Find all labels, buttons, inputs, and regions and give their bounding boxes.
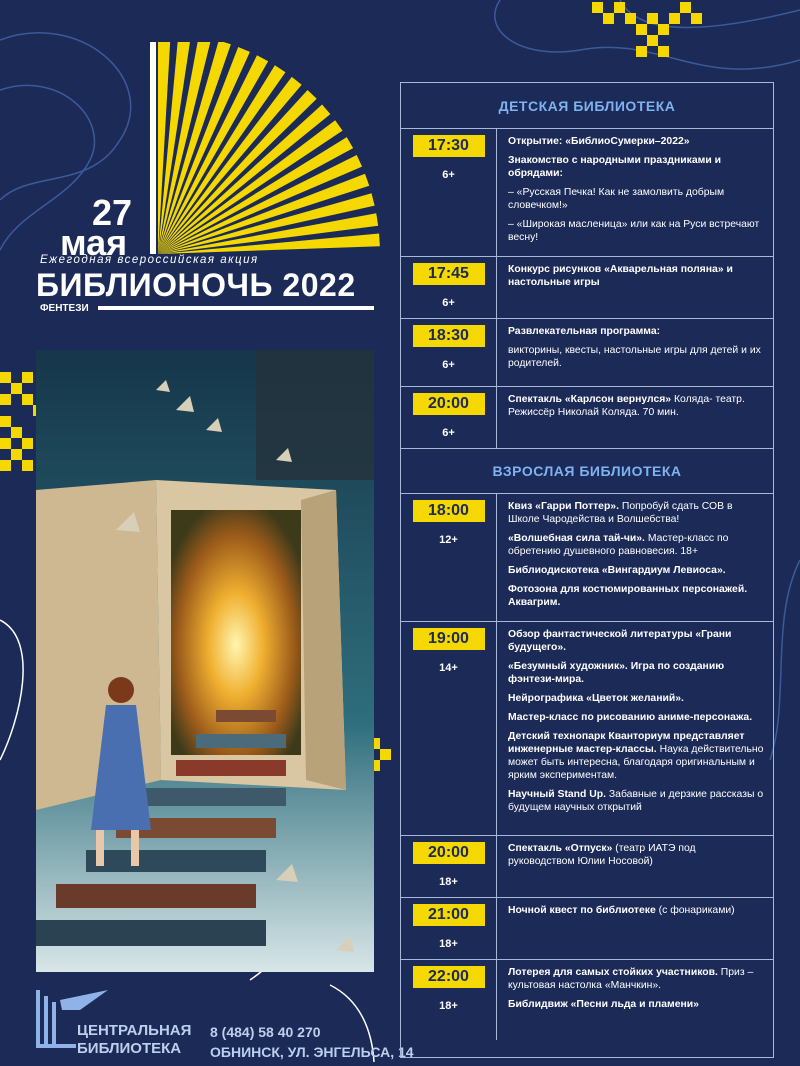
event-title: Библиодискотека «Вингардиум Левиоса». [508,565,726,576]
event-time-badge: 18:30 [413,325,485,347]
event-title: Детский технопарк Кванториум представляет инженерные мастер-классы. [508,731,745,755]
age-rating: 18+ [439,876,458,888]
event-line [508,842,765,868]
event-title: Спектакль «Отпуск» [508,843,613,854]
theme-label: ФЕНТЕЗИ [40,303,89,314]
event-description [497,960,773,1040]
event-details: Забавные и дерзкие рассказы о будущем научных открытий [508,789,764,813]
event-line [508,263,765,289]
event-title: Библидвиж «Песни льда и пламени» [508,999,699,1010]
event-description [497,129,773,256]
event-time-badge: 20:00 [413,393,485,415]
event-time-badge: 18:00 [413,500,485,522]
event-description [497,836,773,897]
event-details: Попробуй сдать СОВ в Школе Чародейства и Волшебства! [508,501,733,525]
event-time-badge: 20:00 [413,842,485,864]
event-row [401,257,773,319]
event-time-badge: 17:30 [413,135,485,157]
title-underline [98,306,374,310]
event-time-cell [401,494,497,621]
event-line [508,393,765,419]
event-line [508,154,765,180]
event-line [508,711,765,724]
event-title: Научный Stand Up. [508,789,607,800]
age-rating: 6+ [442,169,455,181]
age-rating: 6+ [442,427,455,439]
event-title: Конкурс рисунков «Акварельная поляна» и настольные игры [508,264,733,288]
event-line [508,218,765,244]
contact-info [210,1022,414,1062]
event-row [401,129,773,257]
event-line [508,325,765,338]
age-rating: 18+ [439,938,458,950]
library-name [77,1022,191,1058]
age-rating: 6+ [442,297,455,309]
event-details: Наука действительно может быть интересна, благодаря оригинальным и ярким экспериментам. [508,744,764,781]
event-time-cell [401,129,497,256]
phone-number: 8 (484) 58 40 270 [210,1024,321,1040]
event-row [401,387,773,449]
event-title: Знакомство с народными праздниками и обрядами: [508,155,722,179]
event-description [497,494,773,621]
annual-campaign-label: Ежегодная всероссийская акция [40,254,259,266]
event-line [508,730,765,782]
event-details: (театр ИАТЭ под руководством Юлии Носовой) [508,843,696,867]
fantasy-book-illustration [36,350,374,972]
event-line [508,660,765,686]
sunburst-graphic [150,42,380,257]
event-title: Ночной квест по библиотеке [508,905,656,916]
age-rating: 6+ [442,359,455,371]
event-details: – «Русская Печка! Как не замолвить добрым словечком!» [508,187,725,211]
event-details: (с фонариками) [658,905,735,916]
event-time-cell [401,960,497,1040]
event-line [508,904,765,917]
library-name-line2: БИБЛИОТЕКА [77,1040,182,1057]
adult-events [401,494,773,1040]
event-description [497,622,773,835]
event-title: Квиз «Гарри Поттер». [508,501,619,512]
event-time-badge: 21:00 [413,904,485,926]
event-details: Коляда- театр. Режиссёр Николай Коляда. 70 мин. [508,394,745,418]
event-description [497,257,773,318]
event-details: Мастер-класс по обретению душевного равновесия. 18+ [508,533,729,557]
event-description [497,387,773,449]
event-details: викторины, квесты, настольные игры для детей и их родителей. [508,345,761,369]
event-title: Лотерея для самых стойких участников. [508,967,718,978]
event-title: Спектакль «Карлсон вернулся» [508,394,672,405]
event-line [508,998,765,1011]
event-row [401,319,773,387]
age-rating: 18+ [439,1000,458,1012]
event-time-cell [401,319,497,386]
event-month: мая [60,222,128,263]
event-day: 27 [92,192,133,233]
event-title: Фотозона для костюмированных персонажей. Аквагрим. [508,584,748,608]
event-time-cell [401,898,497,959]
event-time-cell [401,387,497,449]
event-line [508,628,765,654]
event-time-cell [401,622,497,835]
event-title: «Волшебная сила тай-чи». [508,533,645,544]
section-heading-children: ДЕТСКАЯ БИБЛИОТЕКА [401,83,773,129]
event-line [508,135,765,148]
event-title: Развлекательная программа: [508,326,661,337]
event-line [508,788,765,814]
children-events [401,129,773,449]
event-row [401,898,773,960]
event-line [508,344,765,370]
address: ОБНИНСК, УЛ. ЭНГЕЛЬСА, 14 [210,1044,414,1060]
event-line [508,186,765,212]
page-title: БИБЛИОНОЧЬ 2022 [36,267,356,303]
event-row [401,836,773,898]
event-title: Открытие: «БиблиоСумерки–2022» [508,136,690,147]
event-title: Нейрографика «Цветок желаний». [508,693,684,704]
event-details: Приз – культовая настолка «Манчкин». [508,967,754,991]
section-heading-adults: ВЗРОСЛАЯ БИБЛИОТЕКА [401,448,773,494]
event-line [508,583,765,609]
library-name-line1: ЦЕНТРАЛЬНАЯ [77,1022,192,1039]
age-rating: 14+ [439,662,458,674]
age-rating: 12+ [439,534,458,546]
event-description [497,898,773,959]
event-row [401,494,773,622]
event-line [508,532,765,558]
event-title: Обзор фантастической литературы «Грани будущего». [508,629,732,653]
event-row [401,622,773,836]
event-line [508,500,765,526]
event-title: Мастер-класс по рисованию аниме-персонажа. [508,712,753,723]
event-title: «Безумный художник». Игра по созданию фэнтези-мира. [508,661,725,685]
event-time-badge: 19:00 [413,628,485,650]
event-time-cell [401,257,497,318]
event-line [508,966,765,992]
event-description [497,319,773,386]
event-row [401,960,773,1040]
event-time-badge: 22:00 [413,966,485,988]
event-line [508,564,765,577]
event-details: – «Широкая масленица» или как на Руси встречают весну! [508,219,760,243]
pixel-ornament-top-right [592,2,702,58]
event-time-cell [401,836,497,897]
event-time-badge: 17:45 [413,263,485,285]
schedule-table [400,82,774,1058]
event-line [508,692,765,705]
